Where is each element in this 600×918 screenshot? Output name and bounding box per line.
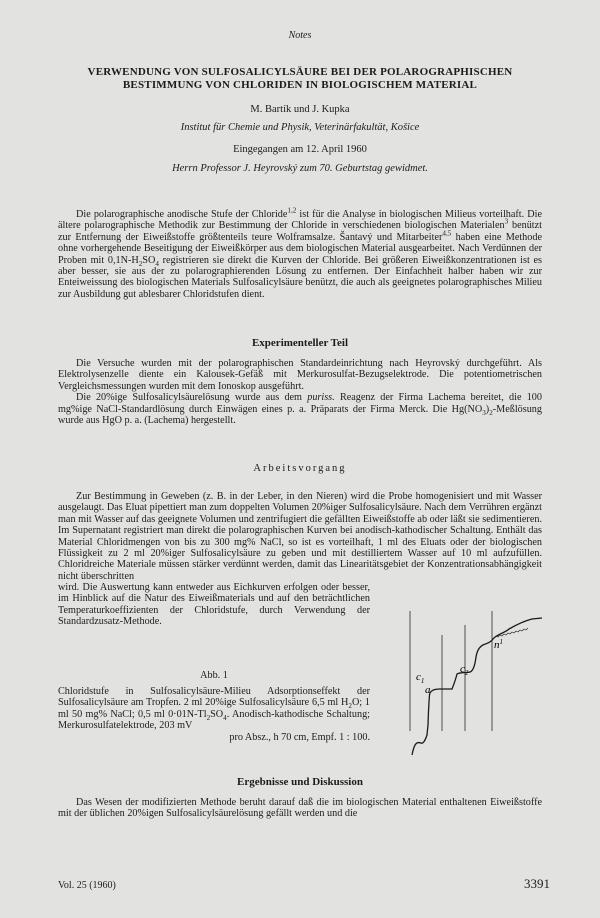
title-line-2: BESTIMMUNG VON CHLORIDEN IN BIOLOGISCHEM MATERIAL <box>122 79 478 91</box>
dedication: Herrn Professor J. Heyrovský zum 70. Geburtstag gewidmet. <box>172 163 428 174</box>
title-line-1: VERWENDUNG VON SULFOSALICYLSÄURE BEI DER POLAROGRAPHISCHEN <box>87 66 513 78</box>
footer-page-number: 3391 <box>524 876 550 891</box>
results-paragraph: Das Wesen der modifizierten Methode beruht darauf daß die im biologischen Material enthaltenen Eiweißstoffe mit der üblichen 20%igen Sulfosalicylsäurelösung gefällt werden und die <box>58 797 542 820</box>
experimental-section <box>58 358 542 426</box>
figure-caption-last-line: pro Absz., h 70 cm, Empf. 1 : 100. <box>229 731 370 743</box>
figure-caption-title: Abb. 1 <box>200 670 228 681</box>
experimental-paragraph-2: Die 20%ige Sulfosalicylsäurelösung wurde aus dem puriss. Reagenz der Firma Lachema bereitet, die 100 mg%ige NaCl-Standardlösung durch Einwägen eines p. a. Präparats der Firma Merck. Die $Hg(NO_3)_2$-Meßlösung wurde aus HgO p. a. (Lachema) hergestellt. <box>58 392 542 427</box>
procedure-paragraph-2: wird. Die Auswertung kann entweder aus Eichkurven erfolgen oder besser, im Hinblick auf die Natur des Eiweißmaterials und auf den beträchtlichen Temperaturkoeffizienten der Chloridstufe, durch Verwendung der Standardzusatz-Methode. <box>58 582 370 628</box>
label-n1: $n^1$ <box>494 638 503 651</box>
authors: M. Bartík und J. Kupka <box>250 104 350 115</box>
institution: Institut für Chemie und Physik, Veterinärfakultät, Košice <box>180 122 420 133</box>
article-title <box>40 66 560 92</box>
heading-results: Ergebnisse und Diskussion <box>237 776 363 788</box>
heading-procedure: Arbeitsvorgang <box>253 463 347 474</box>
polarogram-curve <box>412 618 542 755</box>
polarogram-figure <box>390 585 546 765</box>
label-c1: $c_1$ <box>416 671 425 685</box>
label-c2: $c_2$ <box>460 663 469 677</box>
experimental-paragraph-1: Die Versuche wurden mit der polarographischen Standardeinrichtung nach Heyrovský durchgeführt. Als Elektrolysenzelle diente ein Kalousek-Gefäß mit Merkurosulfat-Bezugselektrode. Die potentiometrischen Vergleichsmessungen wurden mit dem Ionoskop ausgeführt. <box>58 358 542 392</box>
received-date: Eingegangen am 12. April 1960 <box>233 144 367 155</box>
running-head: Notes <box>288 30 312 41</box>
intro-paragraph: Die polarographische anodische Stufe der Chloride$^{1,2}$ ist für die Analyse in biologischen Milieus vorteilhaft. Die ältere polarographische Methodik zur Bestimmung der Chloride in verschiedenen biologischen Materialen$^3$ benützt zur Entfernung der Eiweißstoffe größtenteils teure Wolframsalze. Šantavý und Mitarbeiter$^{4,5}$ haben eine Methode ohne vorhergehende Beseitigung der Eiweißkörper aus dem biologischen Material ausgearbeitet. Nach Verdünnen der Proben mit $0,1N-H_2SO_4$ registrieren sie direkt die Kurven der Chloride. Bei größeren Eiweißkonzentrationen ist es aber besser, sie aus der zu polarographierenden Lösung zu entfernen. Der Einfachheit halber haben wir zur Enteiweissung des biologischen Materials Sulfosalicylsäure benützt, die auch als geeignetes polarographisches Milieu zur Ausbildung gut ablesbarer Chloridstufen dient. <box>58 206 542 300</box>
procedure-paragraph-1: Zur Bestimmung in Geweben (z. B. in der Leber, in den Nieren) wird die Probe homogenisiert und mit Wasser ausgelaugt. Das Eluat pipettiert man zum doppelten Volumen 20%iger Sulfosalicylsäure. Nach dem Verrühren ergänzt man mit Wasser auf das geeignete Volumen und zentrifugiert die gefällten Eiweißstoffe ab oder läßt sie sedimentieren. Im Supernatant registriert man direkt die polarographischen Kurven bei anodisch-kathodischer Schaltung. Enthält das Material Chloridmengen von bis zu 300 mg% NaCl, so ist es vorteilhaft, 1 ml des Eluats oder der biologischen Flüssigkeit zu 2 ml 20%iger Sulfosalicylsäure zu geben und mit destilliertem Wasser auf 10 ml aufzufüllen. Chloridreiche Materiale müssen stärker verdünnt werden, damit das Linearitätsgebiet der Konzentrationsabhängigkeit nicht überschritten <box>58 491 542 582</box>
footer-volume: Vol. 25 (1960) <box>58 880 116 891</box>
heading-experimental: Experimenteller Teil <box>251 337 349 349</box>
curve-ripple <box>494 628 528 638</box>
figure-caption: Chloridstufe in Sulfosalicylsäure-Milieu Adsorptionseffekt der Sulfosalicylsäure am Tropfen. 2 ml 20%ige Sulfosalicylsäure 6,5 ml $H_2O$; 1 ml 50 mg% NaCl; 0,5 ml $0\cdot 01N-Tl_2SO_4$. Anodisch-kathodische Schaltung; Merkurosulfatelektrode, 203 mV pro Absz., h 70 cm, Empf. 1 : 100. <box>58 686 371 743</box>
label-a: a <box>425 684 431 696</box>
